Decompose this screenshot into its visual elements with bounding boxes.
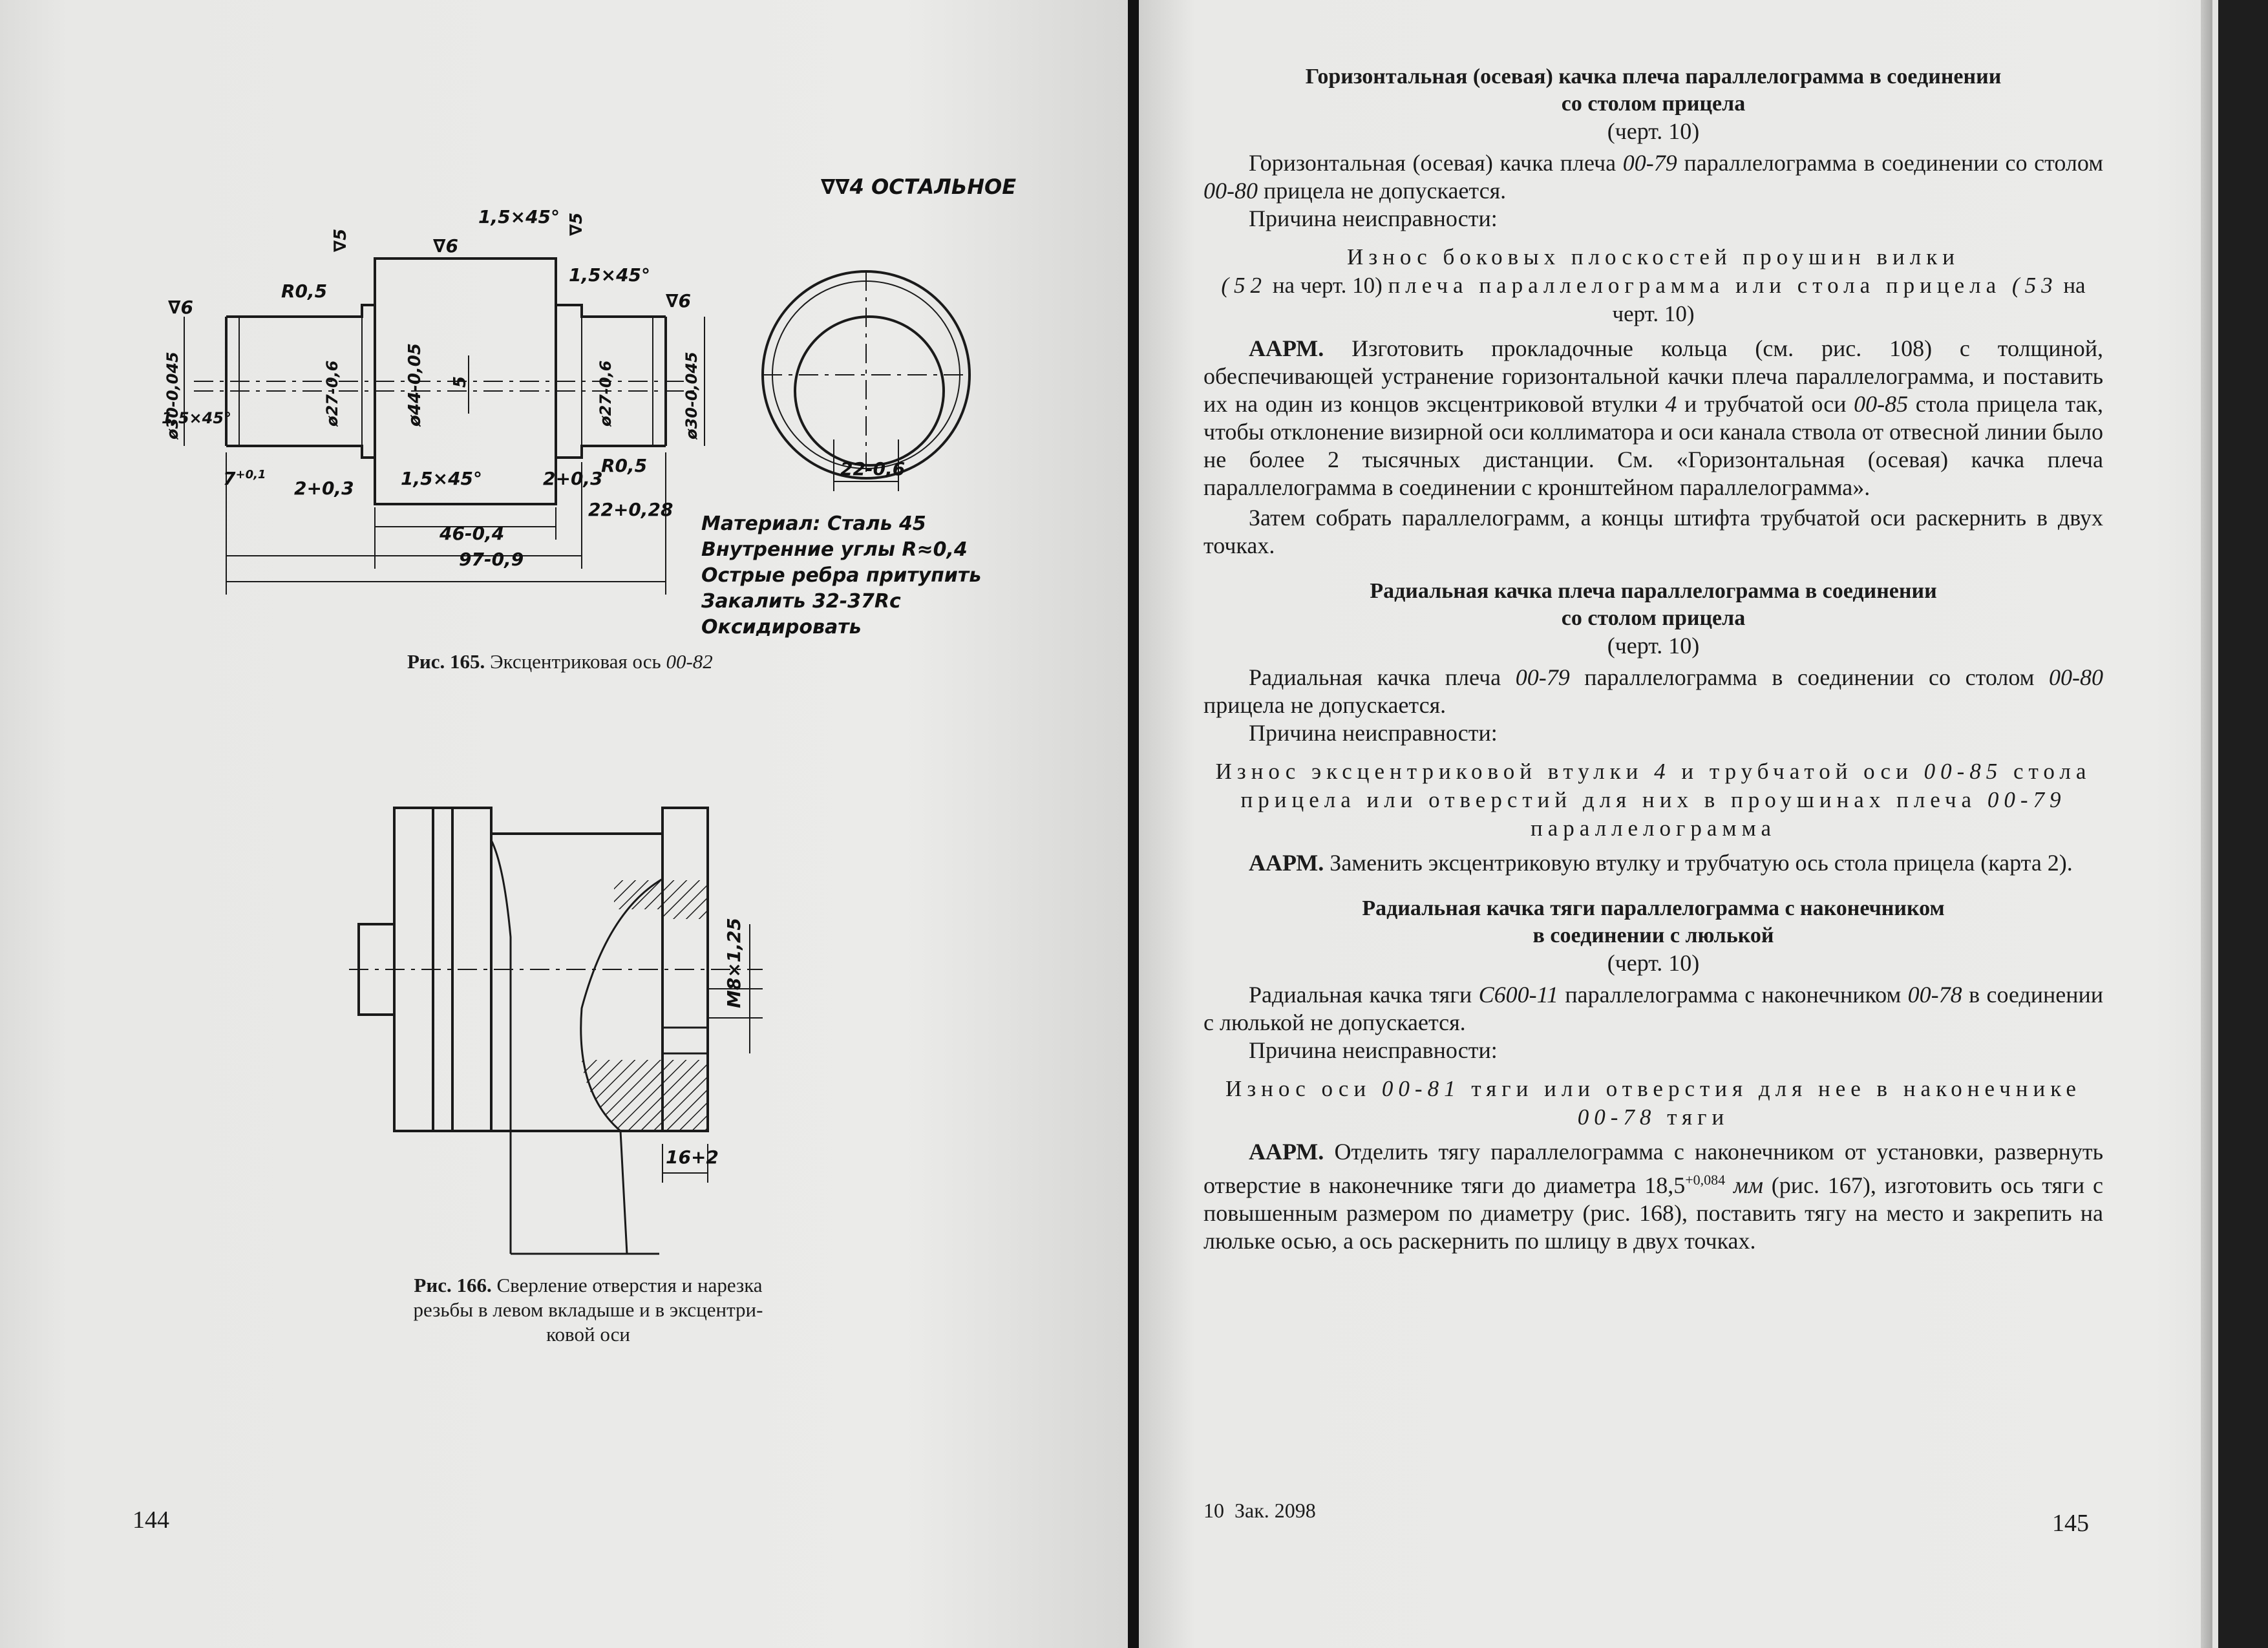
section-3-aarm-a: Отделить тягу параллелограмма с наконечником от установки, развернуть отверстие в наконечнике тяги до диаметра 18,5 (1203, 1139, 2103, 1198)
dim-d44: ø44-0,05 (405, 343, 425, 427)
section-3-p1-b: параллелограмма с наконечником (1558, 982, 1908, 1008)
section-2-aarm-label: ААРМ. (1249, 850, 1324, 876)
dim-len7-tolerance: +0,1 (235, 468, 266, 481)
surface-note: ∇∇4 ОСТАЛЬНОЕ (821, 174, 1017, 199)
thread-size: M8×1,25 (723, 918, 745, 1008)
dim-len22: 22+0,28 (588, 499, 673, 520)
figure-166-drawing (349, 795, 866, 1260)
dim-end-view: 22-0,6 (840, 458, 906, 480)
drill-depth: 16+2 (666, 1146, 719, 1168)
section-1-cause-n1: (52 (1221, 273, 1267, 298)
section-2-p1-code2: 00-80 (2049, 664, 2103, 690)
right-page-text (1203, 63, 2103, 1255)
figure-165-label: Рис. 165. (407, 650, 485, 673)
section-1-p1-c: прицела не допускается. (1258, 178, 1507, 204)
section-2-cause-b: и трубчатой оси (1670, 759, 1924, 784)
dim-r-right: R0,5 (601, 455, 648, 476)
section-1-p1-b: параллелограмма в соединении со столом (1677, 150, 2103, 176)
section-1-p1-a: Горизонтальная (осевая) качка плеча (1249, 150, 1623, 176)
section-2-p1-b: параллелограмма в соединении со столом (1569, 664, 2049, 690)
figure-165-caption (407, 650, 713, 674)
section-1-aarm-n: 4 (1665, 391, 1677, 417)
note-material: Материал: Сталь 45 (701, 512, 926, 535)
figure-166-label: Рис. 166. (414, 1274, 492, 1296)
dim-chamfer-bottom: 1,5×45° (401, 468, 483, 489)
dim-d30-right: ø30-0,045 (683, 352, 701, 439)
section-3-title-line2: в соединении с люлькой (1532, 924, 1774, 947)
section-1-cause-n2: (53 (2011, 273, 2058, 298)
section-2-cause-code2: 00-79 (1987, 787, 2066, 812)
section-3-title-line1: Радиальная качка тяги параллелограмма с наконечником (1362, 896, 1945, 920)
page-edge-strip (2201, 0, 2212, 1648)
section-1-cause-a: Износ боковых плоскостей проушин вилки (1347, 244, 1960, 269)
dim-groove-left: 2+0,3 (294, 478, 354, 499)
section-2-cause-label: Причина неисправности: (1249, 720, 1498, 746)
note-oxidize: Оксидировать (701, 616, 862, 639)
section-1-aarm-c: стола прицела так, чтобы отклонение визирной оси коллиматора и оси канала ствола от отвесной линии было не более 2 тысячных дистанции. См. «Горизонтальная (осевая) качка плеча параллелограмма в соединении с кронштейном параллелограмма». (1203, 391, 2103, 500)
section-3-cause-a: Износ оси (1225, 1076, 1382, 1101)
dim-r-left: R0,5 (281, 280, 328, 302)
section-1-aarm-b: и трубчатой оси (1677, 391, 1854, 417)
section-3-aarm-sup: +0,084 (1685, 1172, 1726, 1188)
left-page (0, 0, 1132, 1648)
section-1-title-line1: Горизонтальная (осевая) качка плеча параллелограмма в соединении (1305, 65, 2002, 89)
section-3-p1-a: Радиальная качка тяги (1249, 982, 1479, 1008)
section-3-cause-b: тяги или отверстия для нее в наконечнике (1460, 1076, 2081, 1101)
section-1-paragraph (1203, 149, 2103, 205)
section-2-title (1203, 578, 2103, 632)
section-2-cause-d: параллелограмма (1530, 816, 1777, 841)
figure-166-title-3: ковой оси (546, 1323, 630, 1346)
section-2-cause-c: стола прицела или отверстий для них в проушинах плеча (1240, 759, 2092, 812)
section-2-p1-c: прицела не допускается. (1203, 692, 1447, 718)
section-1-title-line2: со столом прицела (1561, 92, 1746, 116)
figure-165-title: Эксцентриковая ось (490, 650, 661, 673)
section-2-p1-code1: 00-79 (1515, 664, 1570, 690)
figure-166-caption-line1 (362, 1273, 814, 1298)
dim-d30-left: ø30-0,045 (164, 352, 182, 439)
section-1-aarm-code: 00-85 (1854, 391, 1909, 417)
section-3-cause-label: Причина неисправности: (1249, 1037, 1498, 1063)
section-2-ref: (черт. 10) (1607, 633, 1700, 659)
dim-len97: 97-0,9 (459, 549, 524, 570)
dim-chamfer-right: 1,5×45° (569, 264, 651, 286)
dim-d27-right: ø27-0,6 (597, 360, 615, 427)
section-1-cause (1203, 243, 2103, 328)
dim-len46: 46-0,4 (440, 523, 505, 544)
section-2-aarm-a: Заменить эксцентриковую втулку и трубчатую ось стола прицела (карта 2). (1324, 850, 2073, 876)
section-3-title (1203, 895, 2103, 949)
section-3-aarm-b: (рис. 167), изготовить ось тяги с повышенным размером по диаметру (рис. 168), поставить тягу на место и закрепить на люльке осью, а ось раскернить по шлицу в двух точках. (1203, 1172, 2103, 1254)
section-2-title-line2: со столом прицела (1561, 606, 1746, 630)
section-2-cause-n: 4 (1654, 759, 1671, 784)
section-1-cause-c: плеча параллелограмма или стола прицела (1388, 273, 2002, 298)
dark-background-right (2218, 0, 2268, 1648)
section-1-p1-code1: 00-79 (1622, 150, 1677, 176)
section-2-p1-a: Радиальная качка плеча (1249, 664, 1516, 690)
dim-rough-top: ∇6 (433, 235, 458, 257)
section-2-title-line1: Радиальная качка плеча параллелограмма в соединении (1370, 579, 1937, 603)
section-3-cause-c: тяги (1656, 1104, 1730, 1130)
section-1-title (1203, 63, 2103, 118)
section-1-aarm (1203, 335, 2103, 502)
note-sharp-edges: Острые ребра притупить (701, 564, 982, 587)
section-3-cause (1203, 1075, 2103, 1132)
section-3-cause-code2: 00-78 (1577, 1104, 1657, 1130)
dim-rough-side1: ∇5 (331, 228, 350, 252)
section-1-ref: (черт. 10) (1607, 118, 1700, 144)
figure-166-title-2: резьбы в левом вкладыше и в эксцентри- (413, 1298, 763, 1321)
section-3-aarm (1203, 1138, 2103, 1255)
figure-165-drawing (129, 168, 1034, 639)
section-3-aarm-unit: мм (1725, 1172, 1763, 1198)
section-2-cause-a: Износ эксцентриковой втулки (1215, 759, 1655, 784)
section-3-ref: (черт. 10) (1607, 950, 1700, 976)
section-3-p1-code1: С600-11 (1478, 982, 1558, 1008)
section-1-cause-b: на черт. 10) (1267, 273, 1388, 298)
dim-d27-left: ø27-0,6 (323, 360, 341, 427)
figure-166-caption (362, 1273, 814, 1347)
dim-rough-left: ∇6 (168, 297, 193, 318)
section-1-aarm-a: Изготовить прокладочные кольца (см. рис. 108) с толщиной, обеспечивающей устранение горизонтальной качки плеча параллелограмма, и поставить их на один из концов эксцентриковой втулки (1203, 335, 2103, 417)
note-harden: Закалить 32-37Rc (701, 590, 901, 613)
figure-166-title-1: Сверление отверстия и нарезка (496, 1274, 763, 1296)
section-1-p1-code2: 00-80 (1203, 178, 1258, 204)
section-1-cause-d: на черт. 10) (1612, 273, 2086, 326)
section-3-aarm-label: ААРМ. (1249, 1139, 1324, 1165)
dim-chamfer-left: 1,5×45° (162, 409, 232, 427)
section-3-p1-code2: 00-78 (1907, 982, 1962, 1008)
dim-chamfer-top: 1,5×45° (478, 206, 560, 227)
section-2-cause (1203, 757, 2103, 843)
section-3-cause-code1: 00-81 (1381, 1076, 1461, 1101)
section-2-cause-code1: 00-85 (1924, 759, 2003, 784)
dim-groove-right: 2+0,3 (543, 468, 603, 489)
note-inner-corners: Внутренние углы R≈0,4 (701, 538, 968, 561)
section-3-p1-c: в соединении с люлькой не допускается. (1203, 982, 2104, 1035)
section-1-cause-label: Причина неисправности: (1249, 206, 1498, 231)
section-1-after: Затем собрать параллелограмм, а концы штифта трубчатой оси раскернить в двух точках. (1203, 505, 2103, 558)
page-number-right: 145 (2052, 1510, 2089, 1537)
figure-165-code: 00-82 (666, 650, 713, 673)
section-2-paragraph (1203, 664, 2103, 719)
printer-signature: 10 Зак. 2098 (1203, 1499, 1316, 1522)
dim-rough-right: ∇6 (666, 290, 691, 312)
section-3-paragraph (1203, 981, 2103, 1037)
page-number-left: 144 (132, 1506, 169, 1534)
section-1-aarm-label: ААРМ. (1249, 335, 1324, 361)
dim-len7 (223, 468, 266, 489)
dim-len7-value: 7 (223, 468, 236, 489)
dim-eccentricity: 5 (450, 375, 470, 388)
section-2-aarm (1203, 849, 2103, 877)
dim-rough-side2: ∇5 (567, 212, 586, 236)
